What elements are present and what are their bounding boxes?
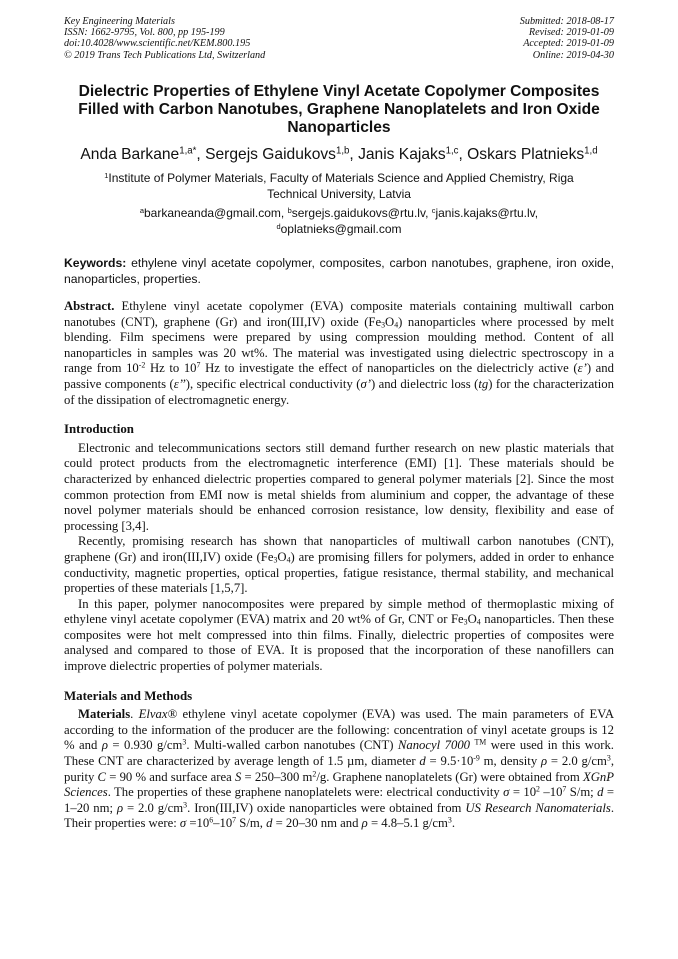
issn-volume: ISSN: 1662-9795, Vol. 800, pp 195-199 <box>64 27 225 39</box>
text-segment: = 90 % and surface area <box>106 769 235 784</box>
text-segment: = 9.5·10 <box>425 754 474 769</box>
text-segment: ) and passive components ( <box>64 361 614 391</box>
text-segment: 3 <box>273 555 278 565</box>
text-segment: 7 <box>232 816 237 826</box>
text-segment: US Research Nanomaterials <box>465 800 611 815</box>
text-segment: σ <box>179 816 187 831</box>
text-segment: . <box>451 816 455 831</box>
text-segment: Abstract. <box>64 299 115 313</box>
text-segment: σ <box>503 785 510 800</box>
text-segment: Ethylene vinyl acetate copolymer (EVA) composite materials containing multiwall carbon nanotubes (CNT), graphene (Gr) and iron(III,IV) oxide (Fe <box>64 299 614 329</box>
text-segment: Anda Barkane <box>80 146 180 163</box>
text-segment: . The properties of these graphene nanoplatelets were: electrical conductivity <box>107 785 504 800</box>
text-segment: Hz to investigate the effect of nanoparticles on the dielectricly active ( <box>200 361 578 376</box>
text-segment: tg <box>478 376 489 391</box>
text-segment: ), specific electrical conductivity ( <box>185 376 361 391</box>
text-segment: =10 <box>186 816 210 831</box>
text-segment: ρ <box>101 738 108 753</box>
accepted-date: Accepted: 2019-01-09 <box>523 38 614 50</box>
text-segment: 1 <box>104 170 109 180</box>
text-segment: -2 <box>138 361 146 371</box>
keywords <box>64 255 614 287</box>
text-segment: b <box>287 205 292 215</box>
journal-name: Key Engineering Materials <box>64 16 175 27</box>
text-segment: 1,b <box>335 145 350 157</box>
text-segment: 2 <box>536 784 540 794</box>
text-segment: = 4.8–5.1 g/cm <box>367 816 448 831</box>
text-segment: . Their properties were: <box>64 800 614 831</box>
text-segment: C <box>97 769 106 784</box>
text-segment: ε’ <box>577 361 587 376</box>
text-segment: 3 <box>447 816 452 826</box>
submitted-date: Submitted: 2018-08-17 <box>519 16 614 27</box>
text-segment: , purity <box>64 754 614 784</box>
page-content <box>64 83 614 832</box>
section-heading-materials-methods: Materials and Methods <box>64 688 193 703</box>
text-segment: = 10 <box>509 785 537 800</box>
text-segment: Recently, promising research has shown that nanoparticles of multiwall carbon nanotubes (CNT), graphene (Gr) and iron(III,IV) oxide (Fe <box>64 534 614 564</box>
text-segment: ethylene vinyl acetate copolymer (EVA) was used. The main parameters of EVA according to the information of the producer are the following: concentration of vinyl acetate groups is 12 % and <box>64 707 614 753</box>
text-segment: = 20–30 nm and <box>272 816 362 831</box>
copyright: © 2019 Trans Tech Publications Ltd, Switzerland <box>64 49 266 61</box>
text-segment: /g. Graphene nanoplatelets (Gr) were obtained from <box>316 769 583 784</box>
text-segment: ) and dielectric loss ( <box>370 376 479 391</box>
text-segment: ) are promising fillers for polymers, added in order to enhance conductivity, magnetic properties, optical properties, fatigue resistance, thermal stability, and mechanical properties of these materials [1,5,7]. <box>64 549 614 596</box>
text-segment: , Oskars Platnieks <box>458 146 585 163</box>
text-segment: S <box>234 769 242 784</box>
text-segment: ρ <box>361 816 368 831</box>
text-segment: XGnP Sciences <box>64 769 614 800</box>
materials-paragraph <box>64 707 614 832</box>
text-segment: = 1–20 nm; <box>64 785 614 815</box>
text-segment: Keywords: <box>64 256 127 270</box>
intro-paragraph <box>64 597 614 675</box>
text-segment: = 250–300 m <box>241 769 313 784</box>
text-segment: barkaneanda@gmail.com, <box>144 206 288 220</box>
section-heading-introduction: Introduction <box>64 422 134 437</box>
paper-title: Dielectric Properties of Ethylene Vinyl Acetate Copolymer Composites Filled with Carbon Nanotubes, Graphene Nanoplatelets and Iron Oxide Nanoparticles <box>78 83 600 136</box>
text-segment: nanoparticles. Then these composites were hot melt compressed into thin films. Finally, dielectric properties of composites were analysed and compared to those of EVA. It is proposed that the incorporation of these nanofillers can improve dielectric properties of polymer materials. <box>64 612 615 674</box>
text-segment: Elvax® <box>138 707 178 722</box>
text-segment: d <box>276 221 281 231</box>
publication-dates <box>520 16 614 61</box>
text-segment: 4 <box>476 617 481 627</box>
text-segment: -9 <box>473 753 480 763</box>
text-segment: , Sergejs Gaidukovs <box>196 146 336 163</box>
text-segment: ε’’ <box>173 376 186 391</box>
intro-paragraph <box>64 441 614 535</box>
text-segment: ) for the characterization of the dissipation of electromagnetic energy. <box>64 376 614 407</box>
affiliation <box>90 170 588 202</box>
text-segment: Materials <box>78 707 131 722</box>
text-segment: 3 <box>182 738 187 748</box>
text-segment: S/m; <box>566 785 598 800</box>
text-segment: . Multi-walled carbon nanotubes (CNT) <box>186 738 398 753</box>
text-segment: oplatnieks@gmail.com <box>280 222 402 236</box>
text-segment: were used in this work. These CNT are characterized by average length of 1.5 µm, diameter <box>64 738 614 769</box>
text-segment: Electronic and telecommunications sectors still demand further research on new plastic materials that could protect products from the electromagnetic interference (EMI) [1]. These materials should be characterized by enhanced dielectric properties compared to general polymer materials [2]. Since the most common protection from EMI now is metal shields from aluminium and copper, the advantage of these novel polymer materials should be enhanced corrosion resistance, low density, flexibility and ease of processing [3,4]. <box>64 440 614 533</box>
text-segment: 7 <box>562 784 567 794</box>
online-date: Online: 2019-04-30 <box>532 49 614 61</box>
text-segment: , Janis Kajaks <box>349 146 446 163</box>
intro-paragraph <box>64 534 614 596</box>
journal-info <box>64 16 265 61</box>
text-segment: 6 <box>209 816 214 826</box>
text-segment: Nanocyl 7000 <box>397 738 471 753</box>
text-segment: S/m, <box>236 816 267 831</box>
text-segment: . <box>130 707 139 722</box>
text-segment: Institute of Polymer Materials, Faculty of Materials Science and Applied Chemistry, Riga Technical University, Latvia <box>108 171 574 201</box>
author-list <box>50 145 628 164</box>
text-segment: m, density <box>479 754 541 769</box>
text-segment: = 2.0 g/cm <box>547 754 607 769</box>
abstract <box>64 299 614 408</box>
text-segment: 3 <box>183 800 188 810</box>
author-emails <box>90 205 588 237</box>
text-segment: = 0.930 g/cm <box>107 738 183 753</box>
text-segment: . Iron(III,IV) oxide nanoparticles were obtained from <box>187 800 466 815</box>
text-segment: TM <box>474 738 487 748</box>
text-segment: ρ <box>116 800 124 815</box>
text-segment: sergejs.gaidukovs@rtu.lv, <box>291 206 432 220</box>
text-segment: 3 <box>381 320 386 330</box>
text-segment: Hz to 10 <box>145 361 197 376</box>
text-segment: ρ <box>540 754 548 769</box>
text-segment: –10 <box>539 785 563 800</box>
text-segment: 3 <box>463 617 468 627</box>
text-segment: 7 <box>196 361 201 371</box>
text-segment: 4 <box>286 555 291 565</box>
text-segment: 1,d <box>584 145 598 157</box>
text-segment: a <box>139 205 144 215</box>
text-segment: O <box>385 314 395 329</box>
text-segment: = 2.0 g/cm <box>123 800 184 815</box>
doi: doi:10.4028/www.scientific.net/KEM.800.195 <box>64 38 251 50</box>
text-segment: c <box>431 205 436 215</box>
text-segment: 4 <box>394 320 399 330</box>
text-segment: σ’ <box>360 376 371 391</box>
text-segment: O <box>467 612 477 627</box>
text-segment: ethylene vinyl acetate copolymer, composites, carbon nanotubes, graphene, iron oxide, nanoparticles, properties. <box>64 256 614 286</box>
text-segment: janis.kajaks@rtu.lv, <box>435 206 539 220</box>
text-segment: d <box>419 754 426 769</box>
text-segment: d <box>266 816 273 831</box>
text-segment: –10 <box>213 816 233 831</box>
text-segment: ) nanoparticles where processed by melt blending. Film specimens were prepared by using compression moulding method. Content of all nanoparticles in samples was 20 wt%. The material was investigated using dielectric spectroscopy in a range from 10 <box>64 314 614 376</box>
text-segment: 1,a* <box>179 145 197 157</box>
text-segment: In this paper, polymer nanocomposites were prepared by simple method of thermoplastic mixing of ethylene vinyl acetate copolymer (EVA) matrix and 20 wt% of Gr, CNT or Fe <box>64 596 614 627</box>
revised-date: Revised: 2019-01-09 <box>528 27 614 39</box>
text-segment: 3 <box>606 753 611 763</box>
text-segment: d <box>597 785 604 800</box>
text-segment: O <box>277 549 287 564</box>
text-segment: 1,c <box>445 145 459 157</box>
text-segment: 2 <box>312 769 317 779</box>
